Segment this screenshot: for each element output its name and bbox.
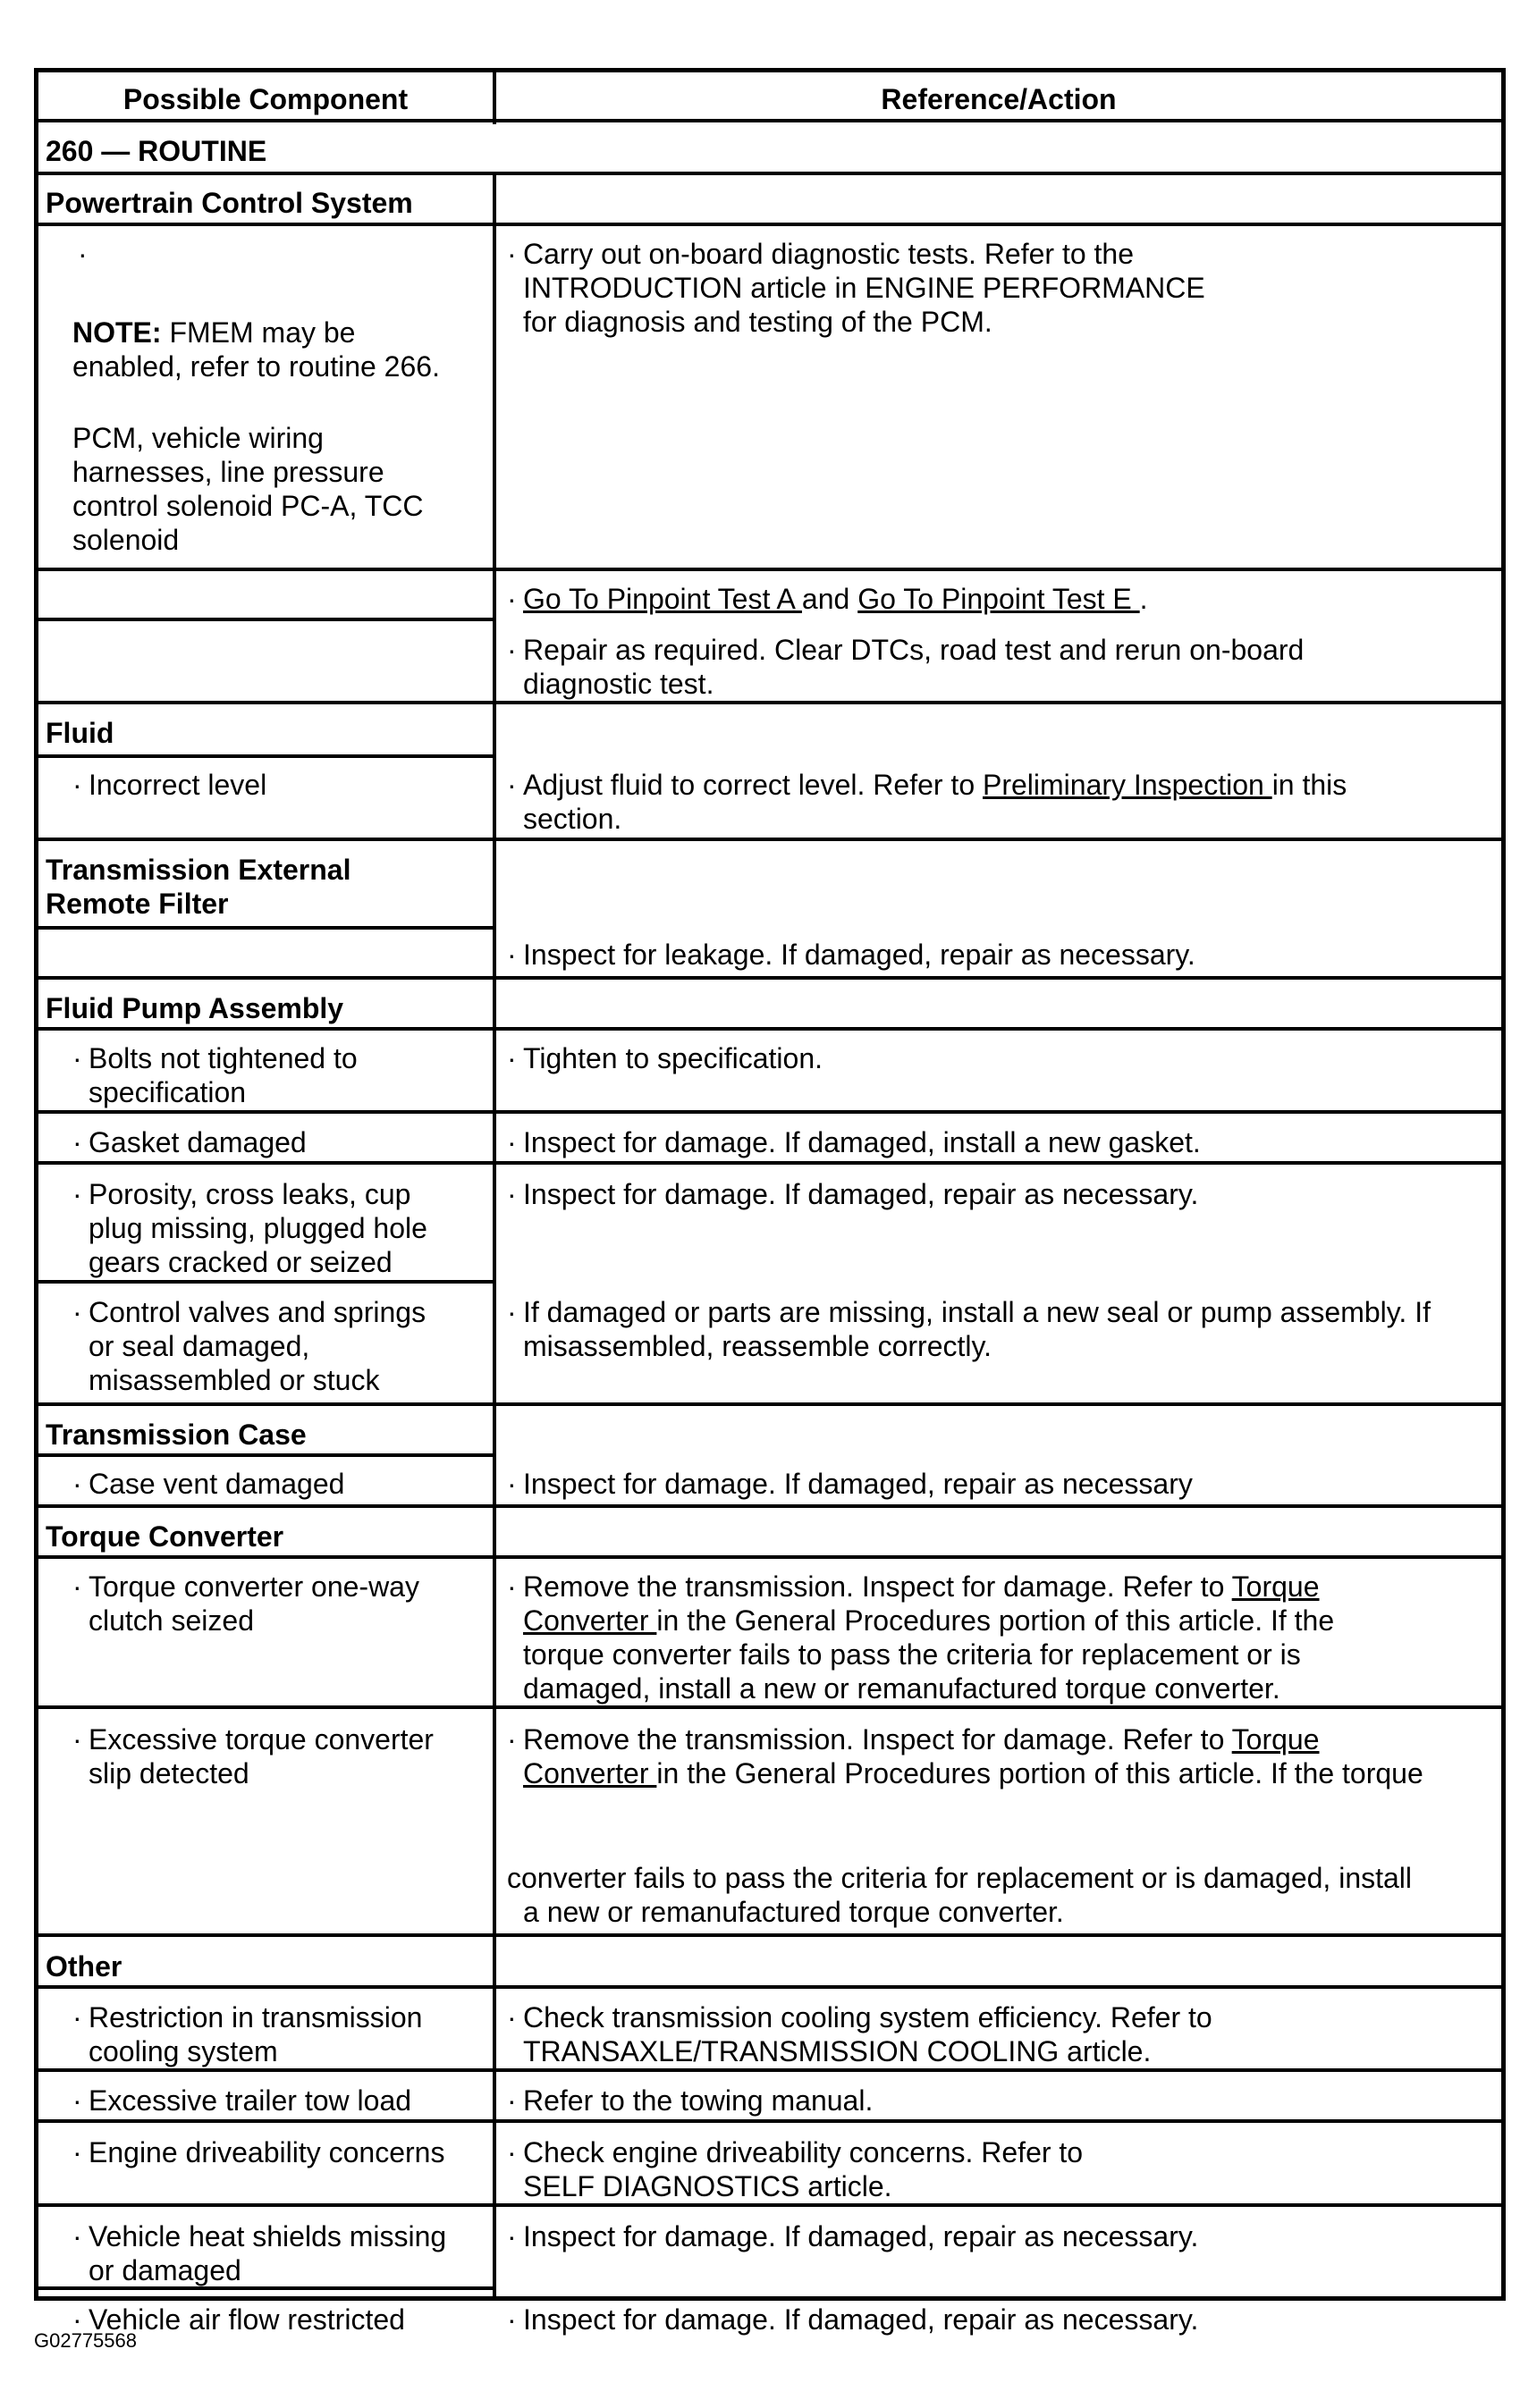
link-torque-converter[interactable]: Torque xyxy=(1231,1723,1320,1755)
item-text: Vehicle heat shields missing xyxy=(89,2220,447,2252)
pump-item-gasket xyxy=(72,1125,307,1159)
row-divider xyxy=(38,1555,1501,1559)
item-text: Restriction in transmission xyxy=(89,2001,423,2033)
bullet: · xyxy=(507,939,517,971)
pump-action-bolts xyxy=(507,1041,823,1075)
action-text: diagnostic test. xyxy=(523,668,714,700)
fluid-item-incorrect-level xyxy=(72,768,266,802)
row-divider xyxy=(38,1705,1501,1709)
item-text: or damaged xyxy=(89,2254,241,2286)
bullet: · xyxy=(72,1126,82,1158)
converter-action-slip xyxy=(507,1722,1423,1790)
section-fluid: Fluid xyxy=(46,717,114,749)
row-divider xyxy=(38,838,1501,841)
item-text: Bolts not tightened to xyxy=(89,1042,358,1074)
item-text: specification xyxy=(89,1076,247,1108)
figure-id: G02775568 xyxy=(34,2329,137,2352)
item-text: Incorrect level xyxy=(89,769,267,801)
note-label: NOTE: xyxy=(72,316,162,349)
action-text: INTRODUCTION article in ENGINE PERFORMANCE xyxy=(523,272,1205,304)
action-text: for diagnosis and testing of the PCM. xyxy=(523,306,992,338)
row-divider xyxy=(38,1027,1501,1031)
section-title-line: Remote Filter xyxy=(46,888,229,920)
action-text: Remove the transmission. Inspect for damage. Refer to xyxy=(523,1723,1232,1755)
row-divider xyxy=(38,1504,1501,1508)
item-text: gears cracked or seized xyxy=(89,1246,393,1278)
other-action-restriction xyxy=(507,2000,1212,2068)
action-text: in the General Procedures portion of this article. If the torque xyxy=(656,1757,1423,1789)
action-text: TRANSAXLE/TRANSMISSION COOLING article. xyxy=(523,2035,1152,2067)
bullet: · xyxy=(507,2136,517,2168)
item-text: Vehicle air flow restricted xyxy=(89,2303,405,2336)
bullet: · xyxy=(72,2084,82,2117)
bullet: · xyxy=(507,1296,517,1328)
bullet: · xyxy=(72,1042,82,1074)
link-preliminary-inspection[interactable]: Preliminary Inspection xyxy=(983,769,1272,801)
section-external-remote-filter xyxy=(46,853,350,921)
row-divider xyxy=(38,926,496,930)
action-text: torque converter fails to pass the criteria for replacement or is xyxy=(523,1638,1301,1671)
bullet: · xyxy=(507,1126,517,1158)
action-text: If damaged or parts are missing, install a new seal or pump assembly. If xyxy=(523,1296,1431,1328)
pump-action-porosity xyxy=(507,1177,1198,1211)
bullet: · xyxy=(72,1570,82,1603)
bullet: · xyxy=(507,2084,517,2117)
row-divider xyxy=(38,701,1501,704)
item-text: Engine driveability concerns xyxy=(89,2136,445,2168)
item-text: or seal damaged, xyxy=(89,1330,310,1362)
bullet: · xyxy=(72,1468,82,1500)
action-text: Inspect for damage. If damaged, repair as necessary. xyxy=(523,1178,1199,1210)
converter-item-slip xyxy=(72,1722,434,1790)
other-action-air-flow xyxy=(507,2303,1198,2336)
pcs-action-repair xyxy=(507,633,1304,701)
bullet: · xyxy=(507,2303,517,2336)
action-text: misassembled, reassemble correctly. xyxy=(523,1330,992,1362)
row-divider xyxy=(38,1161,1501,1165)
row-divider xyxy=(38,1110,1501,1114)
section-torque-converter: Torque Converter xyxy=(46,1520,284,1553)
item-text: Excessive torque converter xyxy=(89,1723,434,1755)
fluid-action xyxy=(507,768,1347,836)
bullet: · xyxy=(507,238,517,270)
other-action-heat-shields xyxy=(507,2219,1198,2253)
row-divider xyxy=(38,2119,1501,2123)
pcs-component-line: harnesses, line pressure xyxy=(72,456,384,488)
link-pinpoint-test-e[interactable]: Go To Pinpoint Test E xyxy=(857,583,1140,615)
bullet: · xyxy=(507,634,517,666)
pcs-component-line: control solenoid PC-A, TCC xyxy=(72,490,424,522)
action-text: . xyxy=(1139,583,1148,615)
pump-action-gasket xyxy=(507,1125,1201,1159)
row-divider xyxy=(38,2286,496,2290)
bullet: · xyxy=(507,1178,517,1210)
pump-item-porosity xyxy=(72,1177,427,1279)
action-text: in this xyxy=(1271,769,1347,801)
row-divider xyxy=(38,172,1501,175)
pump-item-control-valves xyxy=(72,1295,426,1397)
pcs-action-diagnostic-tests xyxy=(507,237,1205,339)
item-text: Porosity, cross leaks, cup xyxy=(89,1178,411,1210)
section-fluid-pump-assembly: Fluid Pump Assembly xyxy=(46,992,344,1024)
item-text: Control valves and springs xyxy=(89,1296,426,1328)
bullet: · xyxy=(507,1042,517,1074)
column-divider xyxy=(493,172,496,2301)
section-title-line: Transmission External xyxy=(46,854,351,886)
action-text: Remove the transmission. Inspect for damage. Refer to xyxy=(523,1570,1232,1603)
other-item-driveability xyxy=(72,2135,444,2169)
converter-action-slip-line3: converter fails to pass the criteria for replacement or is damaged, install xyxy=(507,1862,1413,1894)
pcs-action-pinpoint-tests xyxy=(507,582,1148,616)
section-transmission-case: Transmission Case xyxy=(46,1419,307,1451)
item-text: Case vent damaged xyxy=(89,1468,345,1500)
row-divider xyxy=(38,2203,1501,2207)
action-text: SELF DIAGNOSTICS article. xyxy=(523,2170,892,2202)
bullet: · xyxy=(507,1570,517,1603)
row-divider xyxy=(38,119,1501,122)
item-text: plug missing, plugged hole xyxy=(89,1212,427,1244)
action-text: Carry out on-board diagnostic tests. Refer to the xyxy=(523,238,1135,270)
diagnostic-table xyxy=(34,68,1506,2336)
row-divider xyxy=(38,618,496,621)
item-text: cooling system xyxy=(89,2035,278,2067)
other-action-driveability xyxy=(507,2135,1083,2203)
link-pinpoint-test-a[interactable]: Go To Pinpoint Test A xyxy=(523,583,802,615)
action-text: Inspect for damage. If damaged, repair as necessary. xyxy=(523,2303,1199,2336)
bullet: · xyxy=(72,769,82,801)
item-text: Excessive trailer tow load xyxy=(89,2084,412,2117)
filter-action xyxy=(507,938,1195,972)
section-powertrain-control-system: Powertrain Control System xyxy=(46,187,413,219)
link-torque-converter[interactable]: Torque xyxy=(1231,1570,1320,1603)
note-text: FMEM may be xyxy=(161,316,356,349)
pcs-component-line: PCM, vehicle wiring xyxy=(72,422,324,454)
row-divider xyxy=(38,976,1501,980)
item-text: Gasket damaged xyxy=(89,1126,307,1158)
action-text: section. xyxy=(523,803,622,835)
bullet: · xyxy=(72,2220,82,2252)
action-text: in the General Procedures portion of this article. If the xyxy=(656,1604,1335,1637)
other-item-heat-shields xyxy=(72,2219,446,2287)
action-text: Check engine driveability concerns. Refer to xyxy=(523,2136,1084,2168)
header-reference-action: Reference/Action xyxy=(881,83,1117,115)
item-text: slip detected xyxy=(89,1757,249,1789)
link-torque-converter[interactable]: Converter xyxy=(523,1757,657,1789)
case-action xyxy=(507,1467,1193,1501)
other-action-trailer xyxy=(507,2084,873,2118)
bullet: · xyxy=(72,1723,82,1755)
note-text-line2: enabled, refer to routine 266. xyxy=(72,350,440,383)
action-text: damaged, install a new or remanufactured torque converter. xyxy=(523,1672,1280,1705)
bullet: · xyxy=(72,2136,82,2168)
bullet: · xyxy=(507,1723,517,1755)
link-torque-converter[interactable]: Converter xyxy=(523,1604,657,1637)
converter-action-slip-line4: a new or remanufactured torque converter. xyxy=(523,1896,1064,1928)
bullet: · xyxy=(507,583,517,615)
other-item-restriction xyxy=(72,2000,422,2068)
bullet: · xyxy=(72,1296,82,1328)
pump-action-control-valves xyxy=(507,1295,1431,1363)
empty-bullet: · xyxy=(78,238,88,270)
action-text: Adjust fluid to correct level. Refer to xyxy=(523,769,983,801)
row-divider xyxy=(38,1933,1501,1937)
row-divider xyxy=(38,1402,1501,1406)
item-text: misassembled or stuck xyxy=(89,1364,380,1396)
bullet: · xyxy=(507,2001,517,2033)
bullet: · xyxy=(507,769,517,801)
action-text: Repair as required. Clear DTCs, road test and rerun on-board xyxy=(523,634,1305,666)
bullet: · xyxy=(507,1468,517,1500)
bullet: · xyxy=(72,2001,82,2033)
routine-title: 260 — ROUTINE xyxy=(46,135,267,167)
action-text: Inspect for leakage. If damaged, repair as necessary. xyxy=(523,939,1195,971)
action-text: Inspect for damage. If damaged, install a new gasket. xyxy=(523,1126,1201,1158)
bullet: · xyxy=(507,2220,517,2252)
bullet: · xyxy=(72,1178,82,1210)
row-divider xyxy=(38,1453,496,1457)
case-item-vent xyxy=(72,1467,344,1501)
pcs-component-line: solenoid xyxy=(72,524,180,556)
row-divider xyxy=(38,1985,1501,1989)
action-text: Check transmission cooling system efficiency. Refer to xyxy=(523,2001,1212,2033)
action-text: and xyxy=(801,583,858,615)
row-divider xyxy=(38,2068,1501,2072)
action-text: Refer to the towing manual. xyxy=(523,2084,874,2117)
header-possible-component: Possible Component xyxy=(122,83,409,115)
pump-item-bolts xyxy=(72,1041,358,1109)
row-divider xyxy=(38,1280,496,1284)
row-divider xyxy=(38,754,496,758)
section-other: Other xyxy=(46,1950,122,1983)
action-text: Tighten to specification. xyxy=(523,1042,823,1074)
item-text: Torque converter one-way xyxy=(89,1570,419,1603)
row-divider xyxy=(38,223,1501,226)
converter-action-clutch-seized xyxy=(507,1570,1334,1705)
note xyxy=(72,316,355,349)
action-text: Inspect for damage. If damaged, repair as necessary. xyxy=(523,2220,1199,2252)
bullet: · xyxy=(72,2303,82,2336)
other-item-trailer xyxy=(72,2084,411,2118)
row-divider xyxy=(38,568,1501,571)
item-text: clutch seized xyxy=(89,1604,254,1637)
action-text: Inspect for damage. If damaged, repair as necessary xyxy=(523,1468,1193,1500)
converter-item-clutch-seized xyxy=(72,1570,419,1638)
